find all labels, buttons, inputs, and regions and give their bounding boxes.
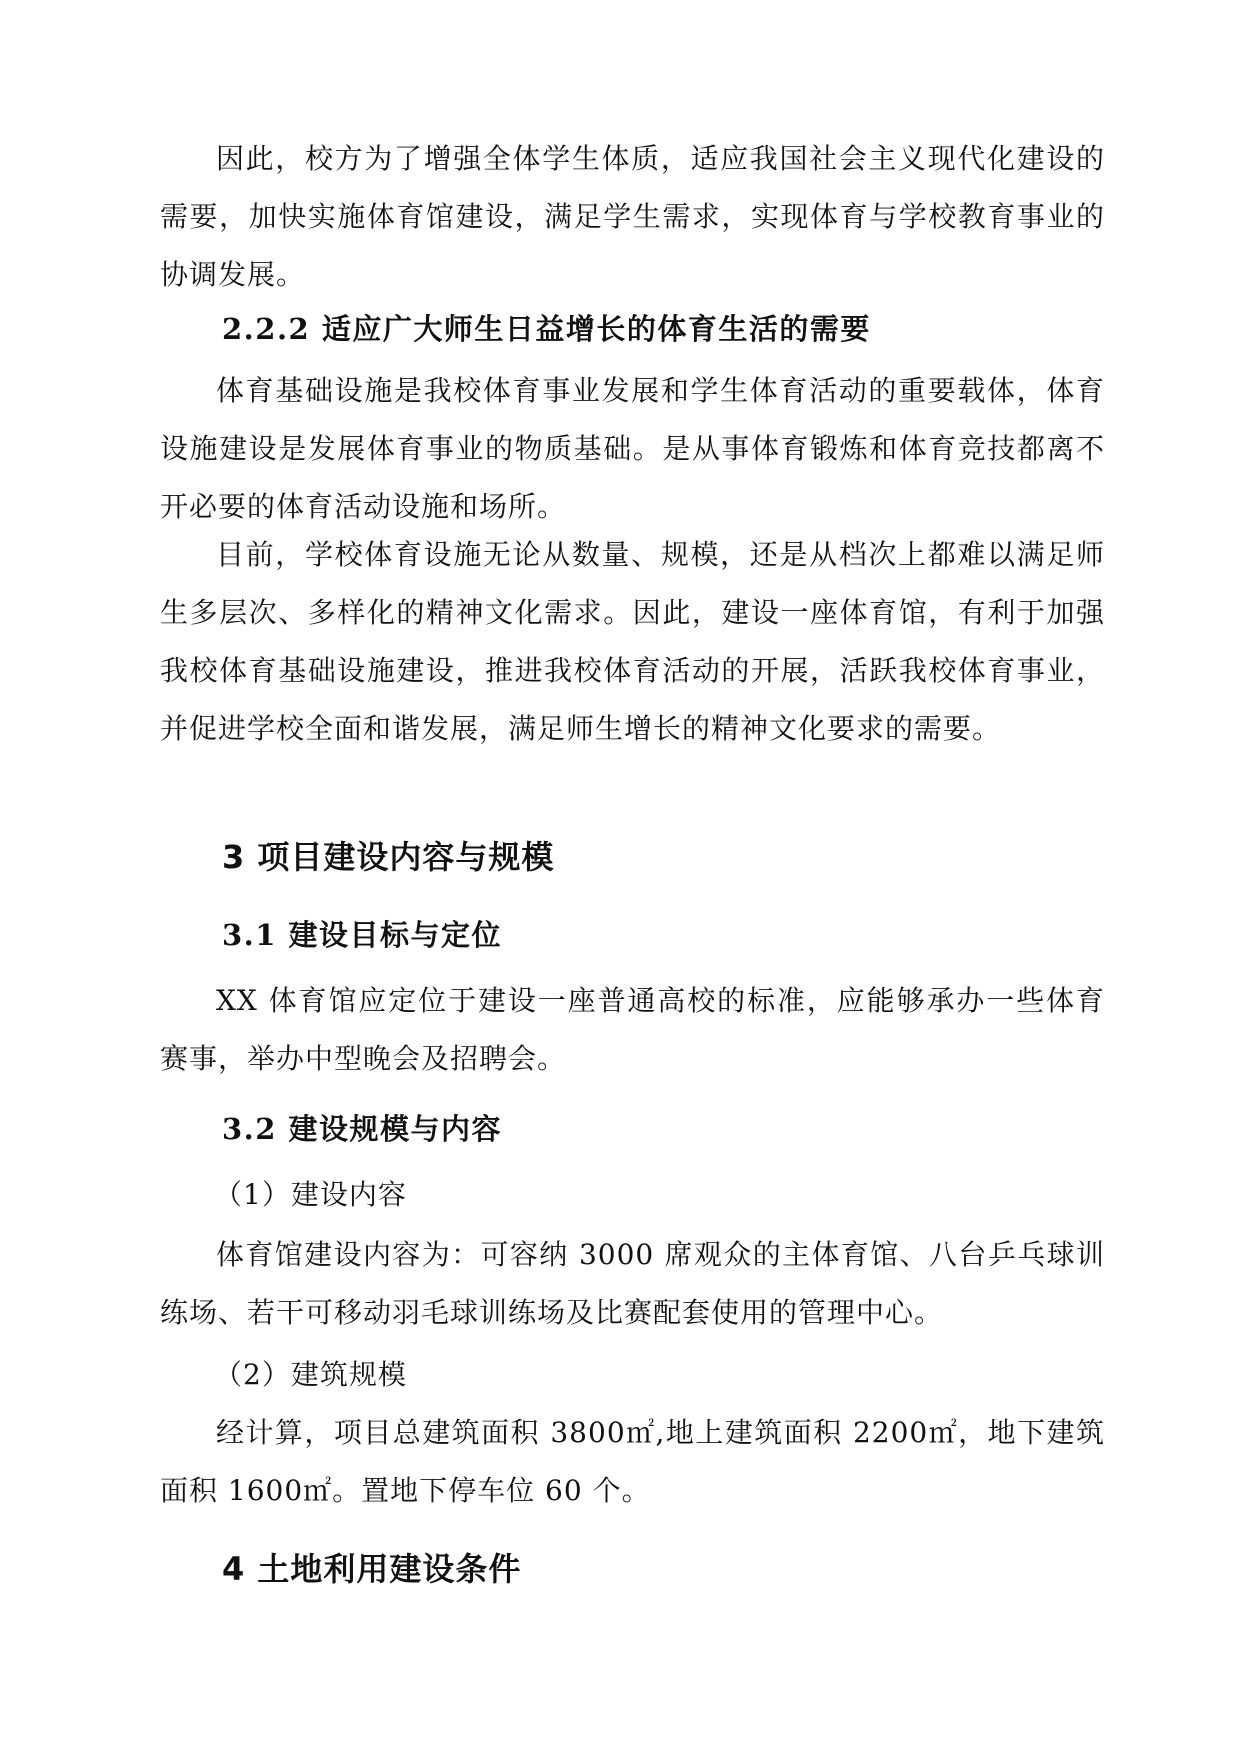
paragraph-text: 体育馆建设内容为：可容纳 3000 席观众的主体育馆、八台乒乓球训练场、若干可移动羽毛球训练场及比赛配套使用的管理中心。 — [160, 1238, 1105, 1329]
chapter-heading-4 — [160, 1540, 1105, 1598]
heading-text: 3.1 建设目标与定位 — [222, 918, 503, 952]
paragraph-text: 因此，校方为了增强全体学生体质，适应我国社会主义现代化建设的需要，加快实施体育馆建设，满足学生需求，实现体育与学校教育事业的协调发展。 — [160, 142, 1105, 291]
paragraph-text: XX 体育馆应定位于建设一座普通高校的标准，应能够承办一些体育赛事，举办中型晚会及招聘会。 — [160, 984, 1105, 1075]
list-item-text: （1）建设内容 — [214, 1178, 407, 1211]
list-item-building-scale — [160, 1346, 1105, 1404]
paragraph-text: 经计算，项目总建筑面积 3800㎡,地上建筑面积 2200㎡，地下建筑面积 1600㎡。置地下停车位 60 个。 — [160, 1416, 1105, 1507]
section-heading-2-2-2 — [160, 300, 1105, 358]
paragraph-current-status — [160, 526, 1105, 758]
chapter-heading-3 — [160, 828, 1105, 886]
paragraph-positioning — [160, 972, 1105, 1088]
heading-text: 3.2 建设规模与内容 — [222, 1112, 503, 1146]
section-heading-3-2 — [160, 1100, 1105, 1158]
paragraph-text: 体育基础设施是我校体育事业发展和学生体育活动的重要载体，体育设施建设是发展体育事业的物质基础。是从事体育锻炼和体育竞技都离不开必要的体育活动设施和场所。 — [160, 374, 1105, 523]
paragraph-facilities — [160, 362, 1105, 536]
list-item-construction-content — [160, 1166, 1105, 1224]
paragraph-conclusion — [160, 130, 1105, 304]
paragraph-content-detail — [160, 1226, 1105, 1342]
heading-text: 3 项目建设内容与规模 — [222, 838, 555, 876]
heading-text: 2.2.2 适应广大师生日益增长的体育生活的需要 — [222, 312, 871, 346]
paragraph-text: 目前，学校体育设施无论从数量、规模，还是从档次上都难以满足师生多层次、多样化的精神文化需求。因此，建设一座体育馆，有利于加强我校体育基础设施建设，推进我校体育活动的开展，活跃我校体育事业，并促进学校全面和谐发展，满足师生增长的精神文化要求的需要。 — [160, 538, 1105, 745]
section-heading-3-1 — [160, 906, 1105, 964]
paragraph-scale-detail — [160, 1404, 1105, 1520]
heading-text: 4 土地利用建设条件 — [222, 1550, 522, 1588]
list-item-text: （2）建筑规模 — [214, 1358, 407, 1391]
